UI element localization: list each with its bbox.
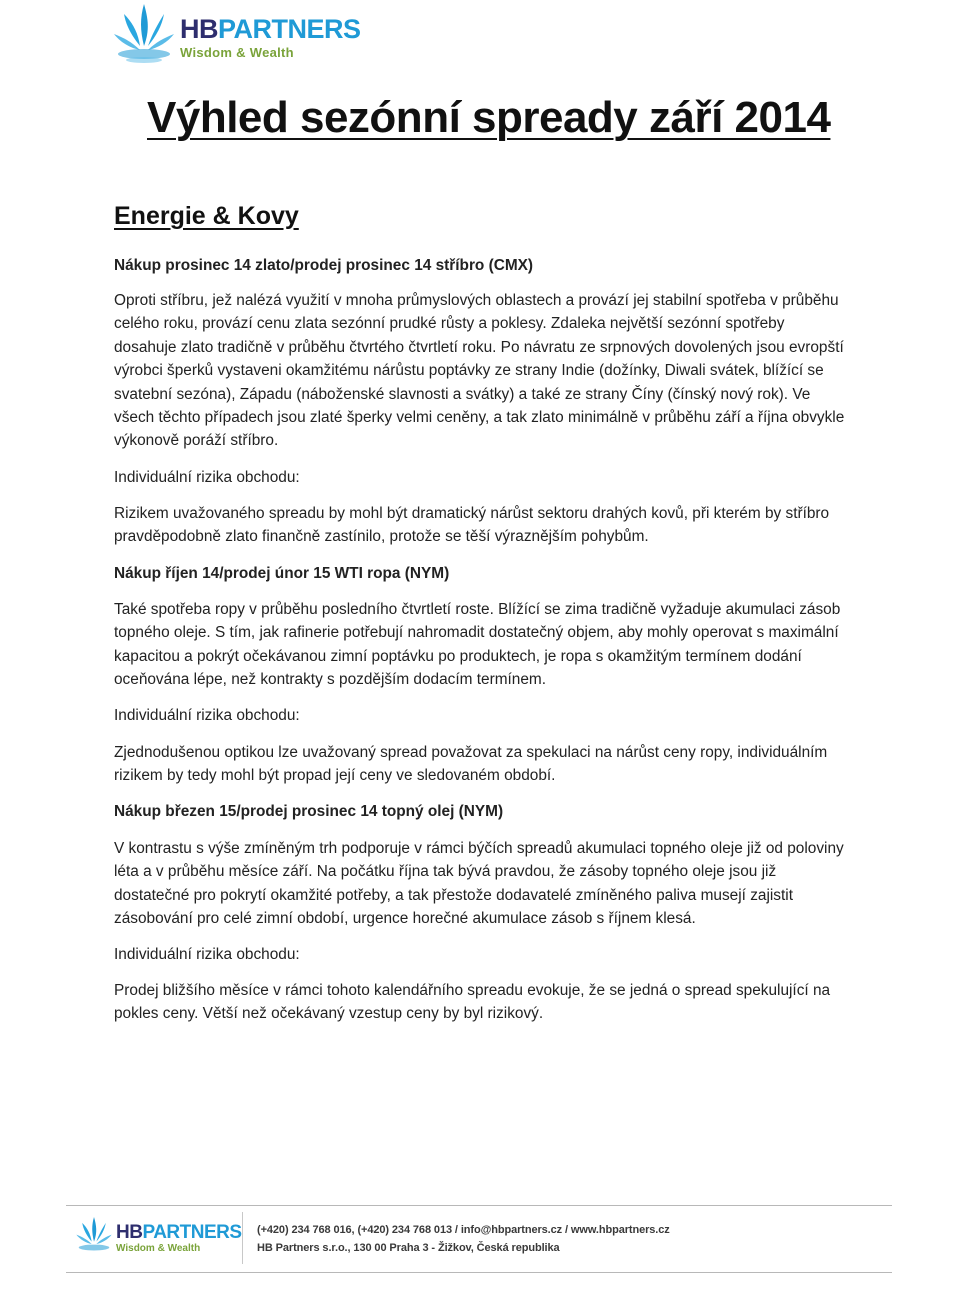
trade-heading-heating-oil: Nákup březen 15/prodej prosinec 14 topný olej (NYM) (114, 803, 504, 820)
footer-logo-tagline: Wisdom & Wealth (116, 1242, 201, 1254)
risk-label: Individuální rizika obchodu: (114, 946, 300, 963)
logo-brand: HBPARTNERS (180, 14, 361, 44)
paragraph-risk-gold-silver: Rizikem uvažovaného spreadu by mohl být dramatický nárůst sektoru drahých kovů, při kterém by stříbro pravděpodobně zlato finančně zastínilo, protože se těší výraznějším pohybům. (114, 505, 830, 546)
paragraph-risk-wti: Zjednodušenou optikou lze uvažovaný spread považovat za spekulaci na nárůst ceny ropy, individuálním rizikem by tedy mohl být propad její ceny ve sledovaném období. (114, 744, 828, 785)
document-title: Výhled sezónní spready září 2014 (147, 93, 831, 142)
risk-label: Individuální rizika obchodu: (114, 469, 300, 486)
footer-top-rule (66, 1205, 892, 1206)
section-heading: Energie & Kovy (114, 202, 299, 230)
footer-contact: (+420) 234 768 016, (+420) 234 768 013 / info@hbpartners.cz / www.hbpartners.cz (257, 1224, 670, 1236)
trade-heading-wti: Nákup říjen 14/prodej únor 15 WTI ropa (NYM) (114, 565, 450, 582)
company-logo (110, 0, 361, 66)
paragraph-gold-silver: Oproti stříbru, jež nalézá využití v mnoha průmyslových oblastech a provází jej stabilní spotřeba v průběhu celého roku, provází cenu zlata sezónní prudké růsty a poklesy. Zdaleka největší sezónní spotřeby dosahuje zlato tradičně v průběhu čtvrtého čtvrtletí roku. Po návratu ze srpnových dovolených jsou evropští výrobci šperků vystaveni okamžitému nárůstu poptávky ze strany Indie (dožínky, Diwali svátek, blížící se svatební sezóna), Západu (náboženské slavnosti a svátky) a také ze strany Číny (čínský nový rok). Ve všech těchto případech jsou zlaté šperky velmi ceněny, a tak zlato minimálně v průběhu září a října obvykle výkonově poráží stříbro. (114, 292, 845, 450)
trade-heading-gold-silver: Nákup prosinec 14 zlato/prodej prosinec 14 stříbro (CMX) (114, 257, 534, 274)
splash-logo-icon (110, 0, 178, 66)
footer-logo (74, 1212, 242, 1256)
footer-bottom-rule (66, 1272, 892, 1273)
splash-logo-icon (74, 1212, 114, 1256)
footer-address: HB Partners s.r.o., 130 00 Praha 3 - Žižkov, Česká republika (257, 1242, 560, 1254)
footer-divider (242, 1212, 243, 1264)
logo-tagline: Wisdom & Wealth (180, 45, 294, 60)
risk-label: Individuální rizika obchodu: (114, 707, 300, 724)
paragraph-wti: Také spotřeba ropy v průběhu posledního čtvrtletí roste. Blížící se zima tradičně vyžaduje akumulaci zásob topného oleje. S tím, jak rafinerie potřebují nahromadit dostatečný objem, aby mohly operovat s maximální kapacitou a pokrýt očekávanou zimní poptávku po produktech, je ropa s okamžitým termínem dodání oceňována lépe, než kontrakty s pozdějším dodacím termínem. (114, 601, 841, 689)
paragraph-risk-heating-oil: Prodej bližšího měsíce v rámci tohoto kalendářního spreadu evokuje, že se jedná o spread spekulující na pokles ceny. Větší než očekávaný vzestup ceny by byl rizikový. (114, 982, 831, 1023)
paragraph-heating-oil: V kontrastu s výše zmíněným trh podporuje v rámci býčích spreadů akumulaci topného oleje již od poloviny léta a v průběhu měsíce září. Na počátku října tak bývá pravdou, že zásoby topného oleje jsou již dostatečné pro pokrytí okamžité potřeby, a tak přestože dodavatelé zmíněného paliva musejí zajistit zásobování pro celé zimní období, urgence horečné akumulace zásob s říjnem klesá. (114, 840, 844, 928)
footer-logo-brand: HBPARTNERS (116, 1221, 242, 1243)
